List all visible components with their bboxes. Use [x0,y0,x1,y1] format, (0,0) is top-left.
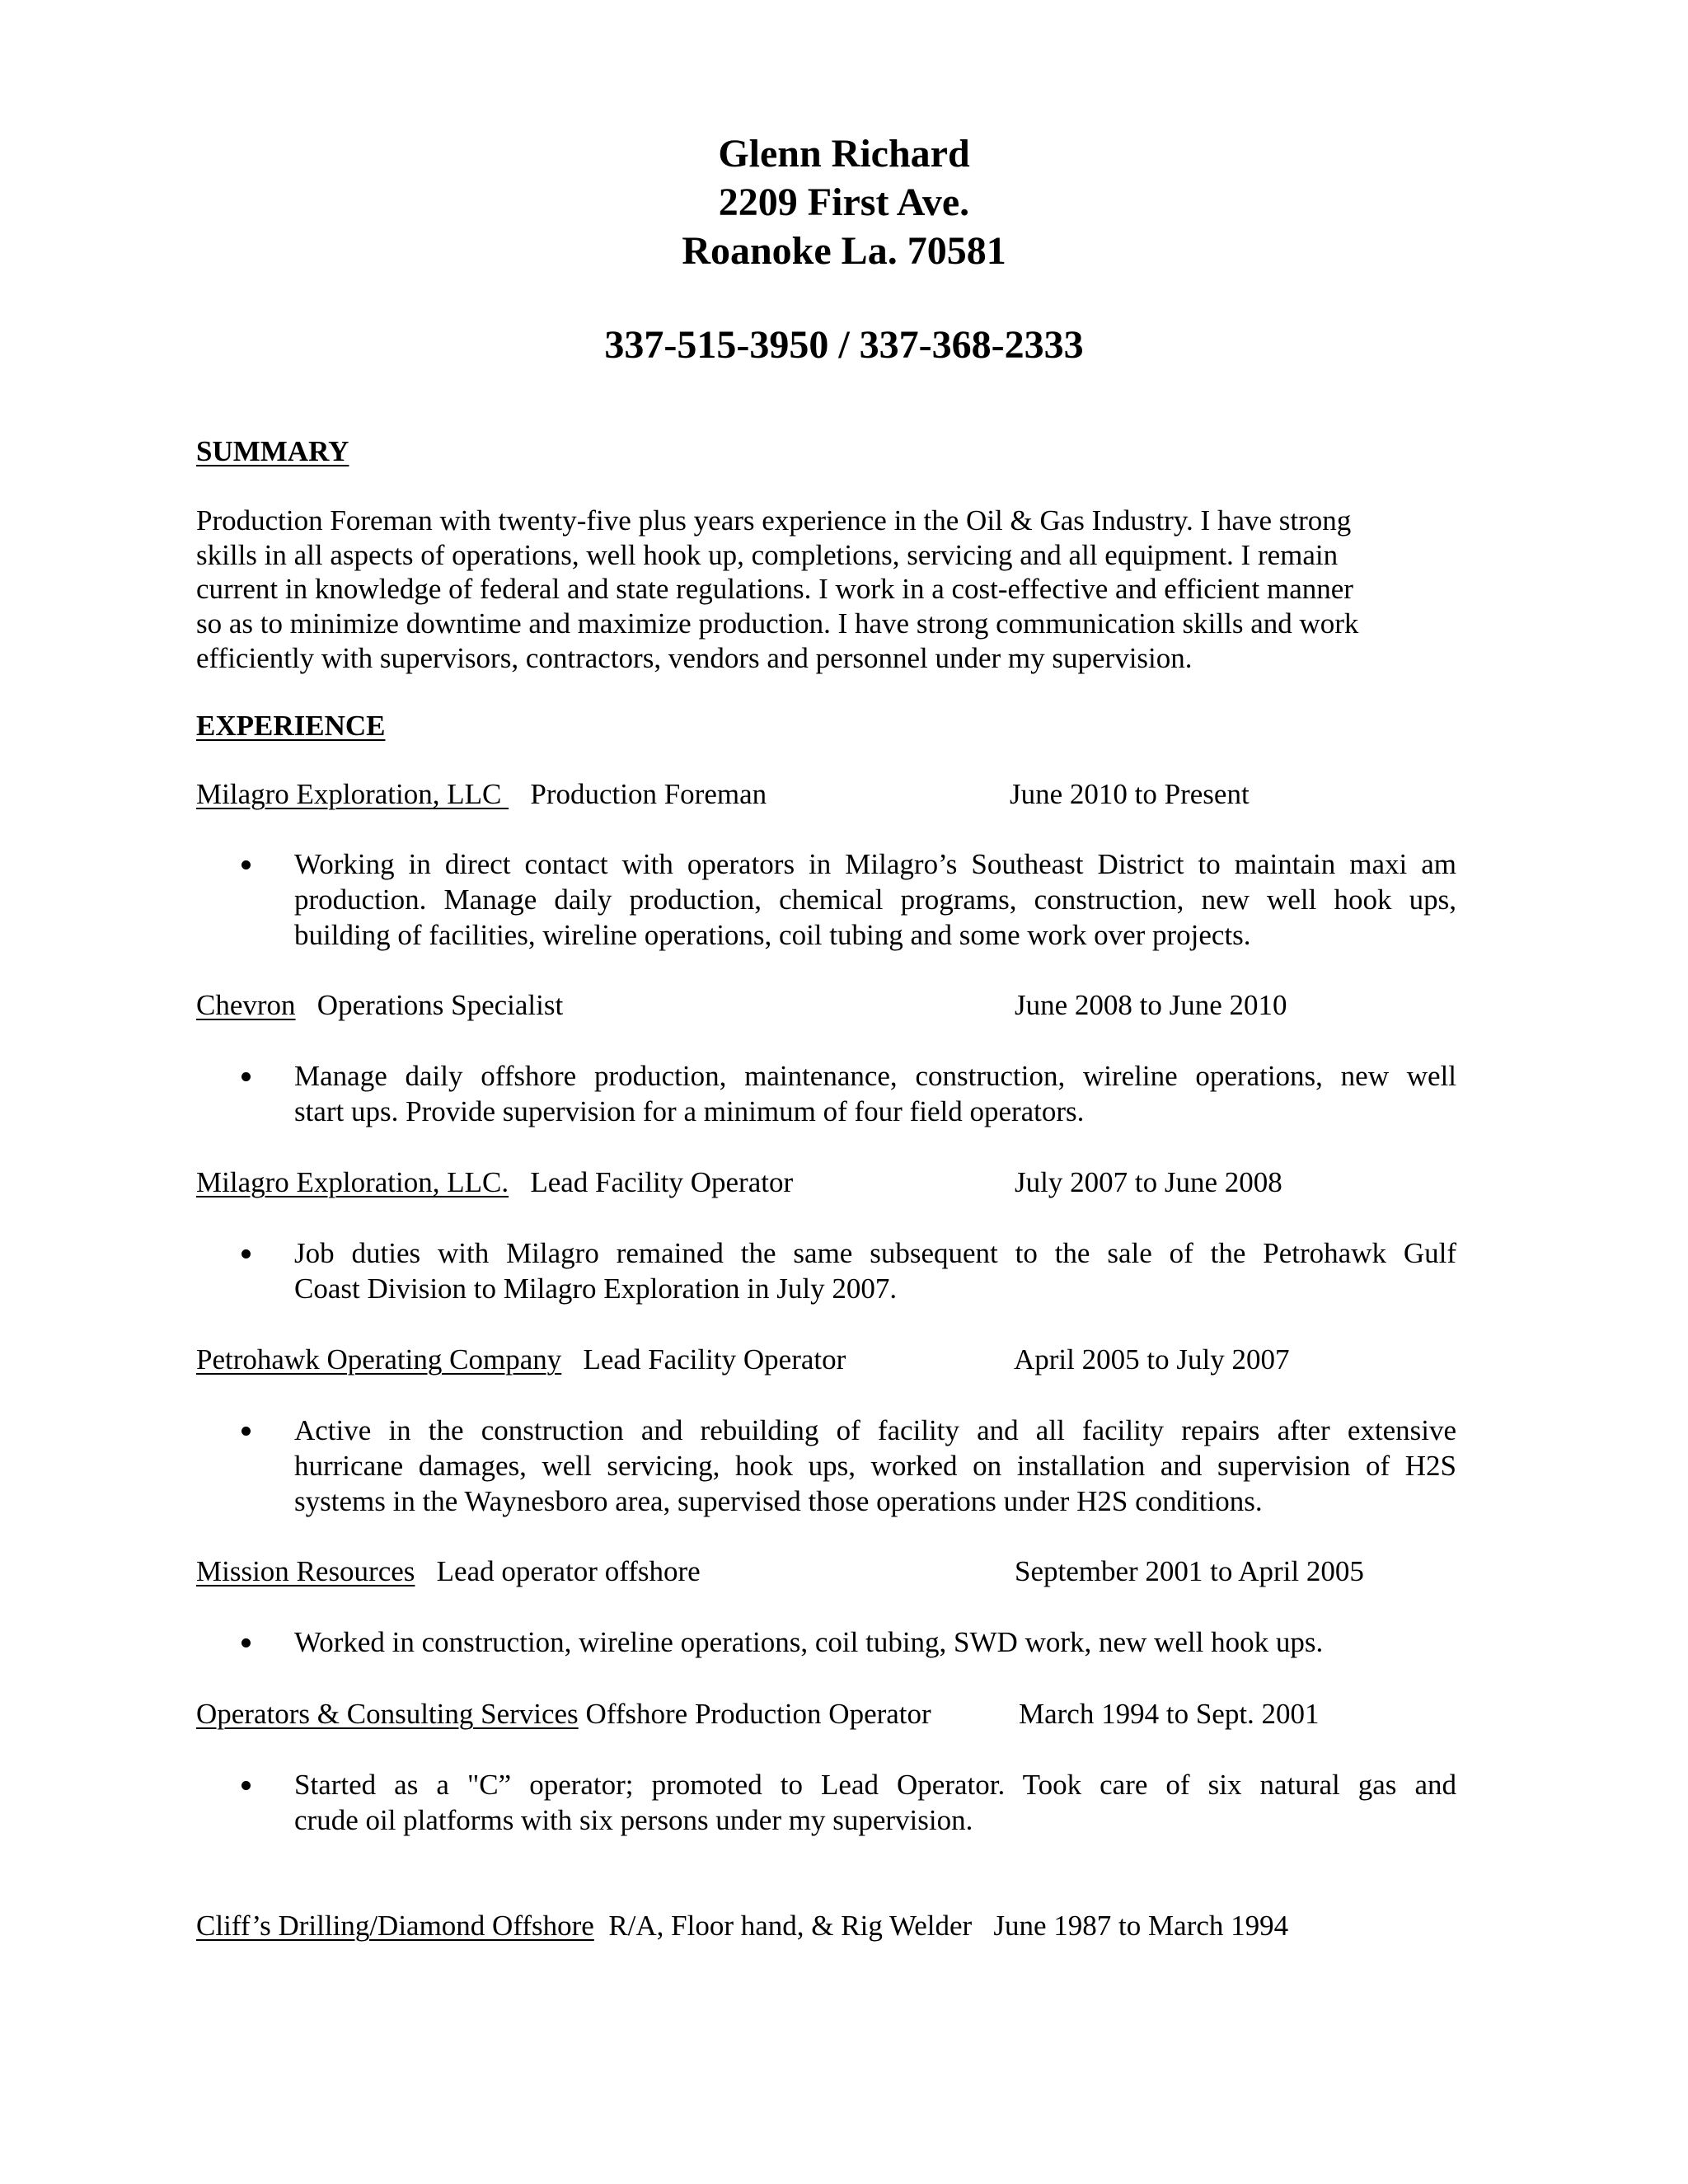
job-entry-header [196,1343,1290,1377]
address-text: 2209 First Ave. [718,180,970,224]
job-role: R/A, Floor hand, & Rig Welder [593,1910,973,1942]
summary-line: efficiently with supervisors, contractors, vendors and personnel under my supervision. [196,641,1193,674]
header-address [0,179,1688,227]
job-dates: March 1994 to Sept. 2001 [1019,1698,1320,1730]
bullet-icon [241,1427,251,1436]
bullet-line: Worked in construction, wireline operations, coil tubing, SWD work, new well hook ups. [294,1626,1324,1658]
job-dates: September 2001 to April 2005 [1015,1555,1364,1587]
bullet-line: Manage daily offshore production, maintenance, construction, wireline operations, new well [294,1060,1456,1092]
summary-line: so as to minimize downtime and maximize production. I have strong communication skills and work [196,607,1359,640]
summary-line: current in knowledge of federal and state regulations. I work in a cost-effective and efficient manner [196,573,1353,606]
job-entry-header [196,1554,1364,1589]
company-name: Milagro Exploration, LLC [196,778,509,810]
job-role: Lead operator offshore [415,1555,701,1587]
bullet-line: Job duties with Milagro remained the same subsequent to the sale of the Petrohawk Gulf [294,1237,1456,1269]
bullet-icon [241,1072,251,1081]
job-dates-text: June 1987 to March 1994 [993,1910,1289,1942]
bullet-line: production. Manage daily production, chemical programs, construction, new well hook ups, [294,883,1456,916]
job-entry-header [196,1697,1320,1732]
company-name: Mission Resources [196,1555,415,1587]
bullet-line: systems in the Waynesboro area, supervised those operations under H2S conditions. [294,1485,1263,1517]
company-name: Milagro Exploration, LLC. [196,1166,509,1198]
bullet-line: Started as a "C” operator; promoted to Lead Operator. Took care of six natural gas and [294,1769,1456,1801]
job-entry-header [196,1165,1282,1200]
bullet-icon [241,860,251,869]
job-entry-header [196,777,1250,812]
job-dates: June 2008 to June 2010 [1015,989,1287,1021]
bullet-line: hurricane damages, well servicing, hook ups, worked on installation and supervision of H2S [294,1450,1456,1482]
job-dates: April 2005 to July 2007 [1014,1343,1290,1376]
job-role: Lead Facility Operator [561,1343,846,1376]
summary-paragraph [196,504,1408,676]
summary-heading: SUMMARY [196,435,349,467]
phones-text: 337-515-3950 / 337-368-2333 [604,323,1084,367]
bullet-icon [241,1638,251,1647]
bullet-line: Coast Division to Milagro Exploration in July 2007. [294,1272,898,1305]
bullet-line: Active in the construction and rebuilding of facility and all facility repairs after extensive [294,1414,1456,1446]
job-role: Production Foreman [509,778,767,810]
bullet-line: Working in direct contact with operators in Milagro’s Southeast District to maintain maxi am [294,848,1456,880]
city-text: Roanoke La. 70581 [682,229,1006,273]
header-city [0,227,1688,275]
name-text: Glenn Richard [718,132,970,176]
job-role: Lead Facility Operator [509,1166,794,1198]
job-role: Operations Specialist [295,989,564,1021]
job-dates: July 2007 to June 2008 [1015,1166,1282,1198]
job-dates: June 2010 to Present [1010,778,1250,810]
bullet-icon [241,1781,251,1790]
bullet-line: start ups. Provide supervision for a minimum of four field operators. [294,1095,1085,1127]
bullet-line: building of facilities, wireline operations, coil tubing and some work over projects. [294,919,1251,951]
header-name [0,130,1688,178]
company-name: Operators & Consulting Services [196,1698,579,1730]
bullet-line: crude oil platforms with six persons under my supervision. [294,1804,973,1836]
job-role: Offshore Production Operator [578,1698,931,1730]
job-entry-header [196,1909,1288,1943]
job-dates [972,1910,993,1942]
bullet-icon [241,1249,251,1258]
job-entry-header [196,988,1287,1023]
experience-heading: EXPERIENCE [196,710,386,742]
company-name: Chevron [196,989,296,1021]
company-name: Cliff’s Drilling/Diamond Offshore [196,1910,594,1942]
header-phones [0,321,1688,369]
summary-line: skills in all aspects of operations, well hook up, completions, servicing and all equipment. I remain [196,538,1339,571]
company-name: Petrohawk Operating Company [196,1343,562,1376]
summary-line: Production Foreman with twenty-five plus years experience in the Oil & Gas Industry. I have strong [196,504,1352,537]
